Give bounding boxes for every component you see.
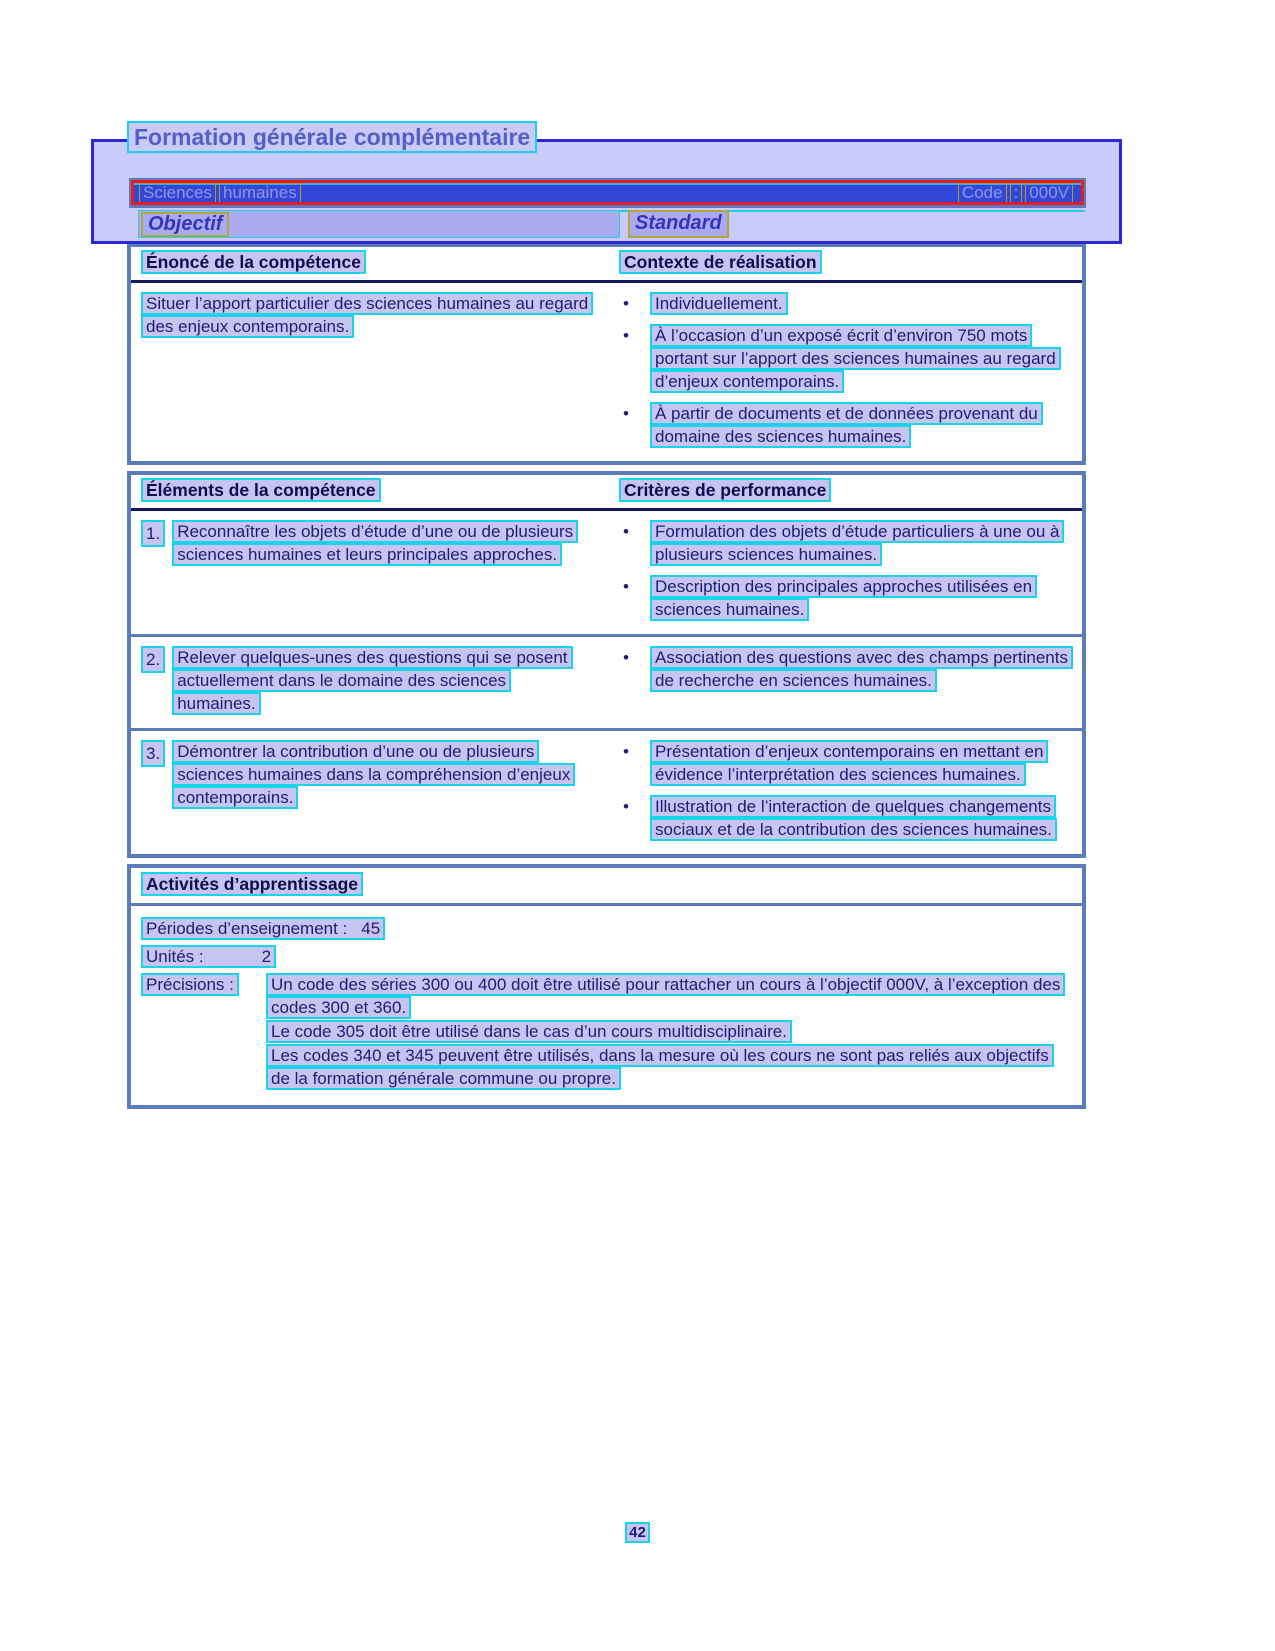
elements-left-header-cell	[141, 479, 619, 502]
document-content	[127, 243, 1086, 1115]
criterion: Formulation des objets d’étude particuliers à une ou à plusieurs sciences humaines.	[650, 520, 1064, 566]
element-text: Démontrer la contribution d’une ou de plusieurs sciences humaines dans la compréhension d’enjeux contemporains.	[172, 740, 575, 809]
list-item	[619, 646, 1072, 692]
periods-label: Périodes d’enseignement :	[146, 919, 348, 938]
list-item	[619, 402, 1072, 448]
standard-heading: Standard	[628, 210, 729, 238]
element-cell	[141, 520, 619, 621]
precision-item: Les codes 340 et 345 peuvent être utilisés, dans la mesure où les cours ne sont pas reliés aux objectifs de la formation générale commune ou propre.	[266, 1044, 1054, 1090]
subject-word: Sciences	[139, 183, 216, 203]
list-item	[619, 324, 1072, 393]
element-number: 1.	[141, 520, 165, 547]
precisions-label-cell	[141, 973, 266, 1091]
objectif-heading	[138, 210, 620, 238]
competence-table-header	[131, 247, 1082, 283]
list-item	[619, 520, 1072, 566]
activities-header: Activités d’apprentissage	[141, 872, 363, 896]
code-label: Code	[958, 183, 1007, 203]
code-separator: :	[1010, 183, 1023, 203]
context-bullets-cell	[619, 292, 1072, 448]
element-number: 2.	[141, 646, 165, 673]
bullet-icon	[619, 575, 650, 598]
page-title: Formation générale complémentaire	[127, 121, 537, 153]
context-bullet: À partir de documents et de données provenant du domaine des sciences humaines.	[650, 402, 1043, 448]
code-group	[958, 183, 1076, 203]
bullet-icon	[619, 646, 650, 669]
criterion: Illustration de l’interaction de quelques changements sociaux et de la contribution des sciences humaines.	[650, 795, 1057, 841]
criterion: Association des questions avec des champs pertinents de recherche en sciences humaines.	[650, 646, 1073, 692]
list-item	[619, 740, 1072, 786]
periods-value: 45	[361, 919, 381, 938]
bullet-icon	[619, 740, 650, 763]
activities-header-row	[131, 868, 1082, 906]
list-item	[619, 292, 1072, 315]
criteria-cell	[619, 740, 1072, 841]
bullet-icon	[619, 324, 650, 347]
criteria-cell	[619, 520, 1072, 621]
table-row	[131, 728, 1082, 854]
subject-banner-inner	[131, 180, 1084, 205]
precisions-row	[141, 973, 1072, 1091]
page-number: 42	[625, 1522, 650, 1543]
competence-statement: Situer l’apport particulier des sciences humaines au regard des enjeux contemporains.	[141, 292, 593, 338]
precision-item: Le code 305 doit être utilisé dans le cas d’un cours multidisciplinaire.	[266, 1020, 792, 1043]
competence-left-header: Énoncé de la compétence	[141, 250, 366, 274]
bullet-icon	[619, 292, 650, 315]
periods-row	[141, 917, 1072, 940]
activities-table	[127, 864, 1086, 1109]
precision-item: Un code des séries 300 ou 400 doit être utilisé pour rattacher un cours à l’objectif 000V, à l’exception des codes 300 et 360.	[266, 973, 1065, 1019]
context-bullet: À l’occasion d’un exposé écrit d’environ 750 mots portant sur l’apport des sciences humaines au regard d’enjeux contemporains.	[650, 324, 1061, 393]
element-text: Relever quelques-unes des questions qui se posent actuellement dans le domaine des sciences humaines.	[172, 646, 572, 715]
precisions-text-cell	[266, 973, 1061, 1091]
elements-table-header	[131, 475, 1082, 511]
objectif-label: Objectif	[141, 212, 229, 237]
bullet-icon	[619, 520, 650, 543]
elements-left-header: Éléments de la compétence	[141, 478, 381, 502]
page-title-wrap	[127, 124, 537, 151]
criterion: Présentation d’enjeux contemporains en mettant en évidence l’interprétation des sciences humaines.	[650, 740, 1048, 786]
page-number-wrap	[0, 1521, 1275, 1544]
elements-table	[127, 471, 1086, 858]
subject-word: humaines	[219, 183, 301, 203]
competence-right-header: Contexte de réalisation	[619, 250, 822, 274]
criteria-cell	[619, 646, 1072, 715]
table-row	[131, 511, 1082, 634]
list-item	[619, 795, 1072, 841]
competence-right-header-cell	[619, 251, 1072, 274]
header-box	[91, 139, 1122, 244]
elements-right-header: Critères de performance	[619, 478, 831, 502]
competence-statement-cell	[141, 292, 619, 448]
element-number: 3.	[141, 740, 165, 767]
criterion: Description des principales approches utilisées en sciences humaines.	[650, 575, 1037, 621]
element-cell	[141, 740, 619, 841]
code-value: 000V	[1025, 183, 1073, 203]
units-row	[141, 945, 1072, 968]
precisions-label: Précisions :	[141, 973, 239, 996]
elements-right-header-cell	[619, 479, 1072, 502]
competence-table	[127, 243, 1086, 465]
subject-banner	[129, 178, 1086, 208]
element-text: Reconnaître les objets d’étude d’une ou de plusieurs sciences humaines et leurs principales approches.	[172, 520, 578, 566]
units-label: Unités :	[146, 947, 204, 966]
competence-left-header-cell	[141, 251, 619, 274]
context-bullet: Individuellement.	[650, 292, 788, 315]
activities-body	[131, 906, 1082, 1105]
list-item	[619, 575, 1072, 621]
bullet-icon	[619, 795, 650, 818]
units-value: 2	[261, 947, 272, 966]
element-cell	[141, 646, 619, 715]
competence-table-body	[131, 283, 1082, 461]
table-row	[131, 634, 1082, 728]
bullet-icon	[619, 402, 650, 425]
